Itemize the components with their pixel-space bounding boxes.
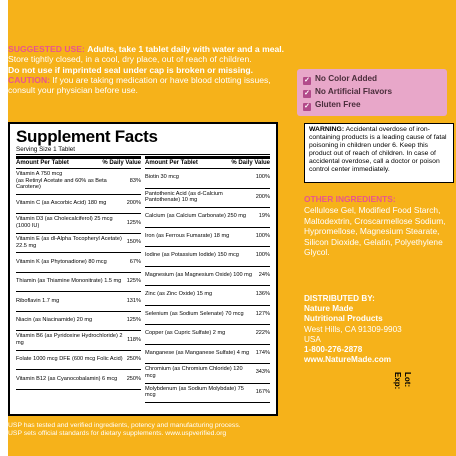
daily-value: 200% <box>255 193 270 200</box>
nutrient-name: Riboflavin 1.7 mg <box>16 297 60 304</box>
header-dv: % Daily Value <box>231 160 270 166</box>
serving-size: Serving Size 1 Tablet <box>16 146 270 155</box>
nutrient-row <box>145 247 270 267</box>
daily-value: 222% <box>255 330 270 337</box>
daily-value: 200% <box>126 200 141 207</box>
distributor-line: West Hills, CA 91309-9903 <box>304 324 402 334</box>
nutrient-row <box>16 234 141 254</box>
other-ingredients <box>304 194 452 258</box>
daily-value: 343% <box>255 369 270 376</box>
daily-value: 125% <box>126 278 141 285</box>
nutrient-row <box>145 208 270 228</box>
nutrient-row <box>16 370 141 390</box>
nutrient-row <box>145 169 270 189</box>
distributor-website: www.NatureMade.com <box>304 355 392 365</box>
daily-value: 136% <box>255 291 270 298</box>
claim-label: No Color Added <box>315 74 378 83</box>
check-icon: ✓ <box>304 77 310 84</box>
lot-exp-area <box>392 372 412 389</box>
nutrient-name: Thiamin (as Thiamine Mononitrate) 1.5 mg <box>16 278 122 285</box>
daily-value: 67% <box>129 258 141 265</box>
nutrient-row <box>16 331 141 351</box>
suggested-use-text: Adults, take 1 tablet daily with water and a meal. <box>87 44 285 54</box>
claim-no-color <box>303 72 441 85</box>
daily-value: 83% <box>129 177 141 184</box>
facts-column-right <box>145 156 270 403</box>
claim-no-flavors <box>303 85 441 98</box>
nutrient-source: (as Retinyl Acetate and 60% as Beta Carotene) <box>16 177 107 191</box>
daily-value: 19% <box>258 213 270 220</box>
other-ingredients-heading: OTHER INGREDIENTS: <box>304 194 396 204</box>
claim-gluten-free <box>303 98 441 111</box>
warning-text: Accidental overdose of iron-containing products is a leading cause of fatal poisoning in children under 6. Keep this product out of reach of children. In case of accidental overdose, call a doctor or poison control center immediately. <box>309 126 447 173</box>
nutrient-name: Vitamin K (as Phytonadione) 80 mcg <box>16 258 107 265</box>
nutrient-name: Vitamin C (as Ascorbic Acid) 180 mg <box>16 200 107 207</box>
distributor-phone: 1-800-276-2878 <box>304 345 363 355</box>
nutrient-name: Vitamin D3 (as Cholecalciferol) 25 mcg (1000 IU) <box>16 216 113 230</box>
daily-value: 125% <box>126 317 141 324</box>
daily-value: 125% <box>126 219 141 226</box>
daily-value: 24% <box>258 271 270 278</box>
supplement-facts-panel <box>8 122 278 416</box>
header-amount: Amount Per Tablet <box>16 160 69 166</box>
nutrient-row <box>16 351 141 371</box>
lot-label: Lot: <box>403 372 412 388</box>
nutrient-row <box>145 384 270 404</box>
nutrient-name: Iodine (as Potassium Iodide) 150 mcg <box>145 252 239 259</box>
nutrient-row <box>145 267 270 287</box>
warning-heading: WARNING: <box>309 126 345 133</box>
usp-footer <box>8 422 298 439</box>
nutrient-name: Niacin (as Niacinamide) 20 mg <box>16 317 93 324</box>
iron-warning-box <box>304 123 454 183</box>
other-ingredients-text: Cellulose Gel, Modified Food Starch, Maltodextrin, Croscarmellose Sodium, Hypromellose, Magnesium Stearate, Silicon Dioxide, Gelatin, Polyethylene Glycol. <box>304 205 446 257</box>
distributor-line: Nutritional Products <box>304 314 383 324</box>
nutrient-name: Zinc (as Zinc Oxide) 15 mg <box>145 291 213 298</box>
caution-heading: CAUTION: <box>8 74 51 85</box>
daily-value: 100% <box>255 252 270 259</box>
claim-label: Gluten Free <box>315 100 361 109</box>
storage-text: Store tightly closed, in a cool, dry place, out of reach of children. <box>8 54 252 65</box>
nutrient-name: Calcium (as Calcium Carbonate) 250 mg <box>145 213 247 220</box>
daily-value: 250% <box>126 375 141 382</box>
caution-text: If you are taking medication or have blood clotting issues, <box>52 74 271 85</box>
distributor-line: USA <box>304 334 321 344</box>
daily-value: 127% <box>255 310 270 317</box>
distributor <box>304 294 452 365</box>
nutrient-name: Selenium (as Sodium Selenate) 70 mcg <box>145 310 244 317</box>
nutrient-name: Copper (as Cupric Sulfate) 2 mg <box>145 330 226 337</box>
nutrient-name: Biotin 30 mcg <box>145 174 179 181</box>
nutrient-name: Vitamin B12 (as Cyanocobalamin) 6 mcg <box>16 375 118 382</box>
nutrient-row <box>16 253 141 273</box>
facts-column-left <box>16 156 141 403</box>
usp-line-2: USP sets official standards for dietary supplements. www.uspverified.org <box>8 430 227 438</box>
label-edge <box>0 0 8 456</box>
nutrient-name: Magnesium (as Magnesium Oxide) 100 mg <box>145 271 252 278</box>
claim-label: No Artificial Flavors <box>315 87 393 96</box>
usp-line-1: USP has tested and verified ingredients, potency and manufacturing process. <box>8 422 241 429</box>
nutrient-row <box>16 273 141 293</box>
nutrient-row <box>145 306 270 326</box>
nutrient-row <box>16 312 141 332</box>
nutrient-row <box>145 189 270 209</box>
suggested-use-heading: SUGGESTED USE: <box>8 44 85 54</box>
distributor-line: Nature Made <box>304 304 354 314</box>
nutrient-row <box>145 364 270 384</box>
column-header <box>16 159 141 169</box>
nutrient-row <box>145 228 270 248</box>
caution-text-2: consult your physician before use. <box>8 85 138 96</box>
daily-value: 131% <box>126 297 141 304</box>
claims-badge <box>297 69 447 116</box>
daily-value: 100% <box>255 232 270 239</box>
nutrient-row <box>16 195 141 215</box>
exp-label: Exp: <box>393 372 402 390</box>
nutrient-row <box>145 325 270 345</box>
nutrient-name: Vitamin B6 (as Pyridoxine Hydrochloride) 2 mg <box>16 333 123 347</box>
nutrient-row <box>16 214 141 234</box>
column-header <box>145 159 270 169</box>
nutrient-row <box>16 169 141 195</box>
daily-value: 174% <box>255 349 270 356</box>
daily-value: 100% <box>255 174 270 181</box>
daily-value: 150% <box>126 239 141 246</box>
header-amount: Amount Per Tablet <box>145 160 198 166</box>
seal-warning: Do not use if imprinted seal under cap is broken or missing. <box>8 64 253 75</box>
daily-value: 250% <box>126 356 141 363</box>
header-dv: % Daily Value <box>102 160 141 166</box>
nutrient-name: Pantothenic Acid (as d-Calcium Pantothenate) 10 mg <box>145 190 223 204</box>
nutrient-name: Vitamin E (as dl-Alpha Tocopheryl Acetate) 22.5 mg <box>16 235 122 249</box>
nutrient-name: Molybdenum (as Sodium Molybdate) 75 mcg <box>145 385 244 399</box>
distributed-heading: DISTRIBUTED BY: <box>304 294 375 303</box>
suggested-use <box>8 44 448 54</box>
check-icon: ✓ <box>304 103 310 110</box>
nutrient-name: Manganese (as Manganese Sulfate) 4 mg <box>145 349 250 356</box>
nutrient-name: Folate 1000 mcg DFE (600 mcg Folic Acid) <box>16 356 123 363</box>
nutrient-row <box>145 345 270 365</box>
nutrient-name: Chromium (as Chromium Chloride) 120 mcg <box>145 366 243 379</box>
nutrient-name-wrap <box>16 171 130 191</box>
daily-value: 118% <box>127 336 141 343</box>
nutrient-row <box>16 292 141 312</box>
supplement-facts-title: Supplement Facts <box>16 127 158 146</box>
nutrient-name: Iron (as Ferrous Fumarate) 18 mg <box>145 232 230 239</box>
daily-value: 167% <box>255 388 270 395</box>
nutrient-row <box>145 286 270 306</box>
check-icon: ✓ <box>304 90 310 97</box>
nutrient-name: Vitamin A 750 mcg <box>16 171 63 177</box>
